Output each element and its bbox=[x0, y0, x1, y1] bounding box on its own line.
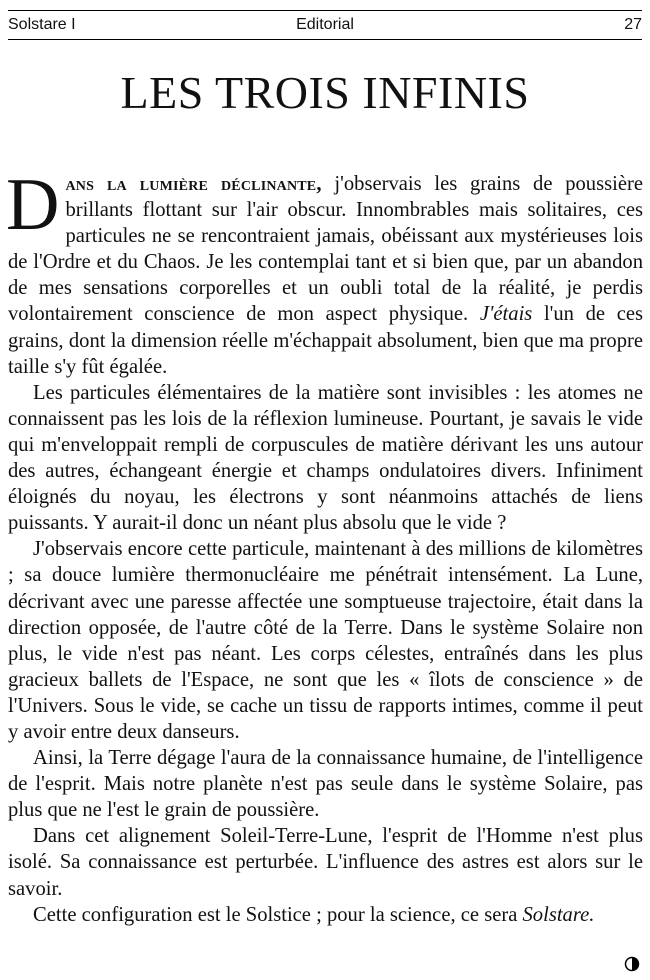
paragraph-6-italic: Solstare. bbox=[522, 903, 595, 926]
section-name: Editorial bbox=[296, 16, 354, 33]
half-moon-icon bbox=[624, 956, 640, 972]
journal-name: Solstare I bbox=[8, 16, 76, 33]
paragraph-1 bbox=[6, 164, 643, 380]
article-title: LES TROIS INFINIS bbox=[120, 67, 530, 118]
running-header bbox=[8, 10, 642, 40]
paragraph-4: Ainsi, la Terre dégage l'aura de la connaissance humaine, de l'intelligence de l'esprit. Mais notre planète n'est pas seule dans le système Solaire, pas plus que ne l'est le grain de poussière. bbox=[8, 747, 643, 822]
paragraph-1-text: j'observais les grains de poussière brillants flottant sur l'air obscur. Innombrables mais solitaires, ces particules ne se rencontraient jamais, obéissant aux mystérieuses lois de l'Ordre et du Chaos. Je les contemplai tant et si bien que, par un abandon de mes sensations corporelles et un oubli total de la réalité, je perdis volontairement conscience de mon aspect physique. bbox=[8, 173, 643, 326]
paragraph-3: J'observais encore cette particule, maintenant à des millions de kilomètres ; sa douce lumière thermonucléaire me pénétrait intensément. La Lune, décrivant avec une paresse affectée une somptueuse trajectoire, était dans la direction opposée, de l'autre côté de la Terre. Dans le système Solaire non plus, le vide n'est pas néant. Les corps célestes, entraînés dans les plus gracieux ballets de l'Espace, ne sont que les « îlots de conscience » de l'Univers. Sous le vide, se cache un tissu de rapports intimes, comme il peut y avoir entre deux danseurs. bbox=[8, 538, 643, 743]
paragraph-5: Dans cet alignement Soleil-Terre-Lune, l'esprit de l'Homme n'est plus isolé. Sa connaissance est perturbée. L'influence des astres est alors sur le savoir. bbox=[8, 825, 643, 900]
page-number: 27 bbox=[624, 16, 642, 33]
lead-in: ans la lumière déclinante, bbox=[65, 173, 322, 195]
drop-cap: D bbox=[6, 164, 60, 246]
paragraph-6 bbox=[8, 902, 643, 928]
paragraph-1-italic: J'étais bbox=[479, 303, 533, 326]
paragraph-6-text: Cette configuration est le Solstice ; pour la science, ce sera bbox=[33, 903, 523, 926]
paragraph-1-end: l'un de ces grains, dont la dimension réelle m'échappait absolument, bien que ma propre taille s'y fût égalée. bbox=[8, 303, 643, 378]
article-body bbox=[6, 164, 643, 928]
paragraph-2: Les particules élémentaires de la matière sont invisibles : les atomes ne connaissent pas les lois de la réflexion lumineuse. Pourtant, je savais le vide qui m'enveloppait rempli de corpuscules de matière dérivant les uns autour des autres, échangeant énergie et champs ondulatoires divers. Infiniment éloignés du noyau, les électrons y sont néanmoins attachés de liens puissants. Y aurait-il donc un néant plus absolu que le vide ? bbox=[8, 381, 643, 535]
